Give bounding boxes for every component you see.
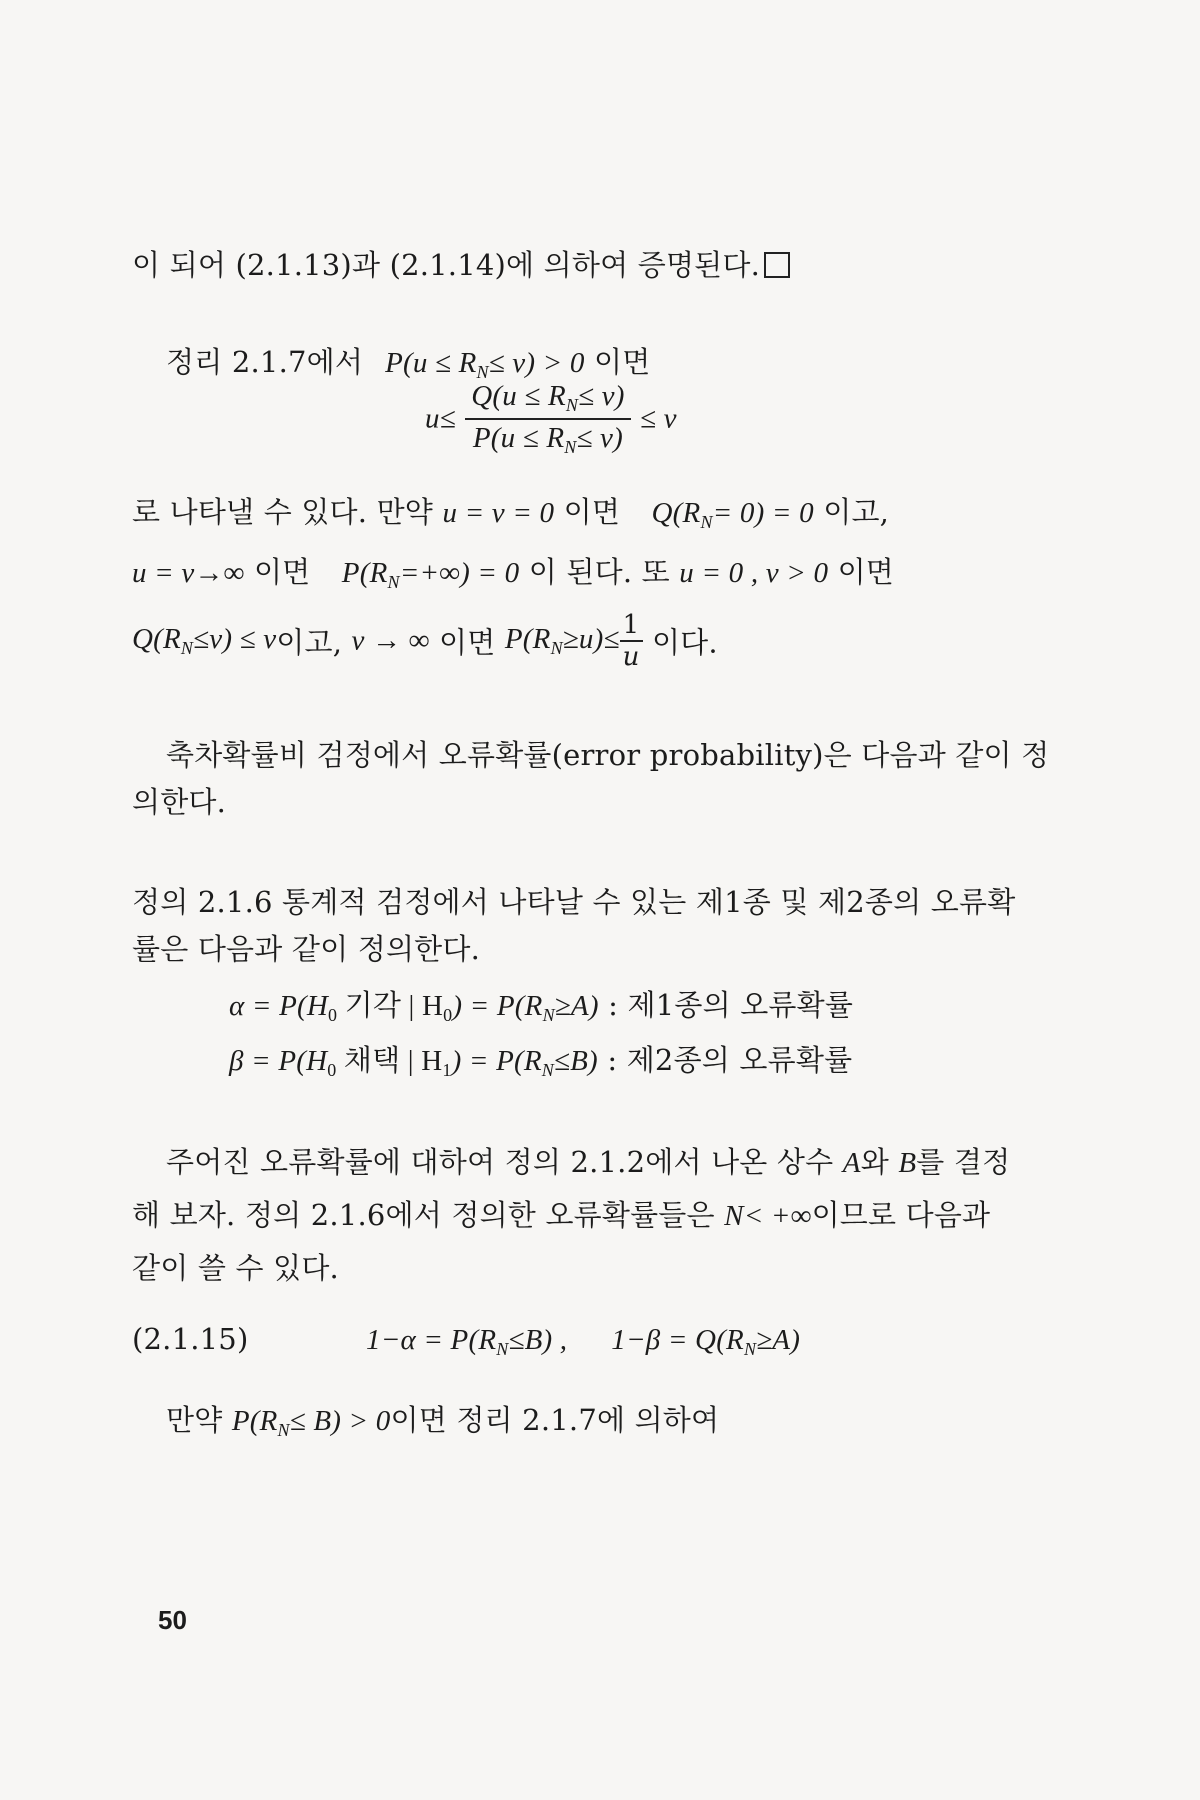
limit-case-line-2: u = v→∞ 이면 $P(R_N=+\infty) = 0$ 이 된다. 또 u = 0 , v > 0 이면 <box>132 555 895 592</box>
remark-fraction: $\frac{Q(u \le R_N\le v)}{P(u \le R_N\le v)}$ <box>465 380 630 458</box>
error-probability-intro-line-1: 축차확률비 검정에서 오류확률(error probability)은 다음과 같이 정 <box>166 738 1050 772</box>
alpha-definition: $\alpha = P(H_0$ 기각 | $H_0) = P(R_N\ge A)$ : 제1종의 오류확률 <box>229 988 854 1025</box>
determine-constants-line-1: 주어진 오류확률에 대하여 정의 2.1.2에서 나온 상수 A와 B를 결정 <box>166 1145 1011 1179</box>
limit-case-line-3: $Q(R_N\le v) \le v$이고, v → ∞ 이면 $P(R_N\ge u)\le$ $\frac{1}{u}$ 이다. <box>132 610 718 672</box>
equation-2-1-15: $1-\alpha = P(R_N\le B)$ , $1-\beta = Q(R_N\ge A)$ <box>366 1324 801 1359</box>
definition-2-1-6-line-1: 정의 2.1.6 통계적 검정에서 나타날 수 있는 제1종 및 제2종의 오류확 <box>132 885 1016 919</box>
proof-conclusion-line <box>132 243 790 284</box>
determine-constants-line-3: 같이 쓸 수 있다. <box>132 1251 339 1285</box>
if-condition-line: 만약 $P(R_N\le B) > 0$이면 정리 2.1.7에 의하여 <box>166 1403 720 1440</box>
equation-2-1-15-label: (2.1.15) <box>132 1322 249 1356</box>
proof-conclusion-text: 이 되어 (2.1.13)과 (2.1.14)에 의하여 증명된다. <box>132 248 761 282</box>
qed-square-icon <box>764 252 790 278</box>
page-number: 50 <box>158 1605 187 1635</box>
one-over-u-fraction: $\frac{1}{u}$ <box>620 610 643 672</box>
remark-intro-line: 정리 2.1.7에서 $P(u \le R_N\le v) > 0$ 이면 <box>166 345 651 382</box>
beta-definition: $\beta = P(H_0$ 채택 | $H_1) = P(R_N\le B)$ : 제2종의 오류확률 <box>229 1043 853 1080</box>
limit-case-line-1: 로 나타낼 수 있다. 만약 u = v = 0 이면 $Q(R_N= 0) = 0$ 이고, <box>132 495 890 532</box>
remark-inequality: u≤ $\frac{Q(u \le R_N\le v)}{P(u \le R_N\le v)}$ ≤ v <box>425 380 677 457</box>
error-probability-intro-line-2: 의한다. <box>132 785 227 819</box>
definition-2-1-6-line-2: 률은 다음과 같이 정의한다. <box>132 932 481 966</box>
determine-constants-line-2: 해 보자. 정의 2.1.6에서 정의한 오류확률들은 N< +∞이므로 다음과 <box>132 1198 991 1232</box>
